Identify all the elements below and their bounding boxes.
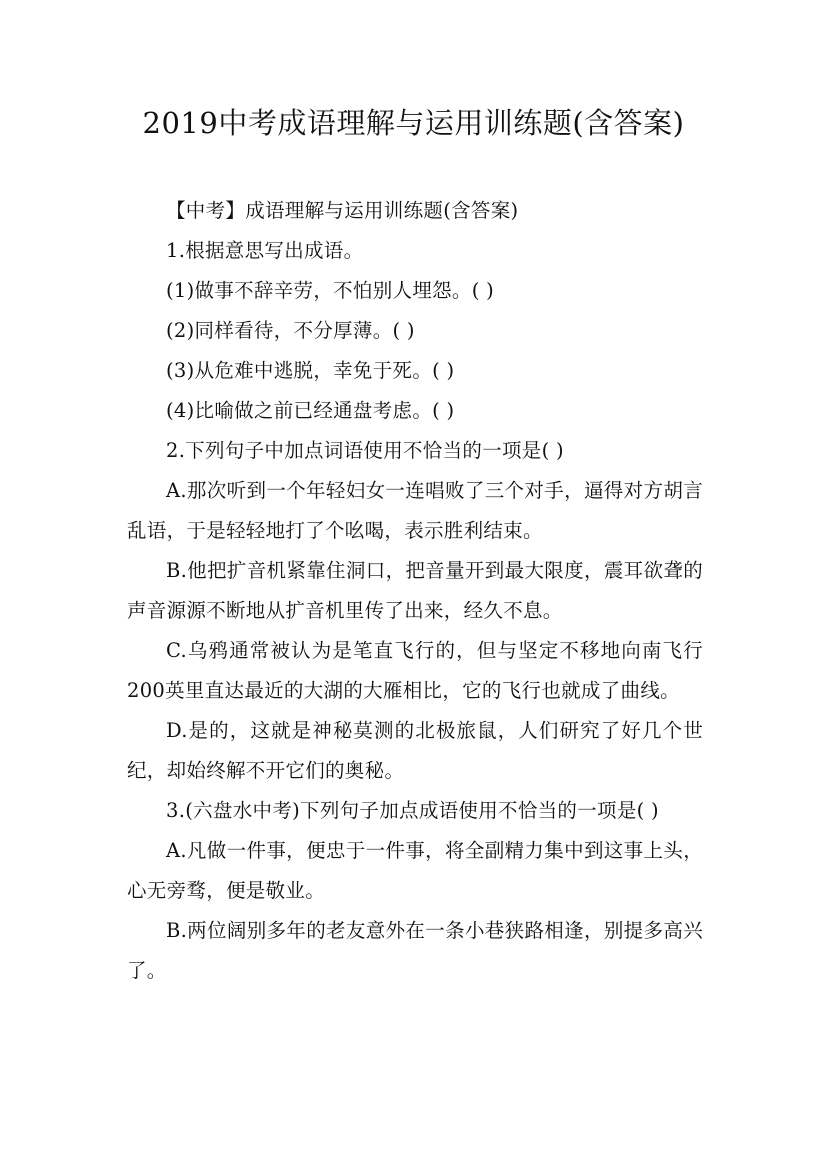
question-3-option-b: B.两位阔别多年的老友意外在一条小巷狭路相逢，别提多高兴了。 bbox=[127, 919, 703, 982]
document-title: 2019中考成语理解与运用训练题(含答案) bbox=[142, 106, 685, 140]
question-1: 1.根据意思写出成语。 bbox=[166, 239, 364, 262]
question-3: 3.(六盘水中考)下列句子加点成语使用不恰当的一项是( ) bbox=[166, 799, 659, 822]
question-1-item-3: (3)从危难中逃脱，幸免于死。( ) bbox=[166, 359, 455, 382]
question-1-item-1: (1)做事不辞辛劳，不怕别人埋怨。( ) bbox=[166, 279, 495, 302]
question-2-option-a: A.那次听到一个年轻妇女一连唱败了三个对手，逼得对方胡言乱语，于是轻轻地打了个吆喝，表示胜利结束。 bbox=[127, 479, 703, 542]
question-2-option-d: D.是的，这就是神秘莫测的北极旅鼠，人们研究了好几个世纪，却始终解不开它们的奥秘。 bbox=[127, 719, 703, 782]
question-2: 2.下列句子中加点词语使用不恰当的一项是( ) bbox=[166, 439, 564, 462]
question-1-item-4: (4)比喻做之前已经通盘考虑。( ) bbox=[166, 399, 455, 422]
question-3-option-a: A.凡做一件事，便忠于一件事，将全副精力集中到这事上头，心无旁骛，便是敬业。 bbox=[127, 839, 703, 902]
section-heading: 【中考】成语理解与运用训练题(含答案) bbox=[166, 199, 519, 222]
question-2-option-c: C.乌鸦通常被认为是笔直飞行的，但与坚定不移地向南飞行200英里直达最近的大湖的大雁相比，它的飞行也就成了曲线。 bbox=[127, 639, 703, 702]
question-1-item-2: (2)同样看待，不分厚薄。( ) bbox=[166, 319, 415, 342]
document-body bbox=[127, 191, 703, 991]
question-2-option-b: B.他把扩音机紧靠住洞口，把音量开到最大限度，震耳欲聋的声音源源不断地从扩音机里传了出来，经久不息。 bbox=[127, 559, 703, 622]
